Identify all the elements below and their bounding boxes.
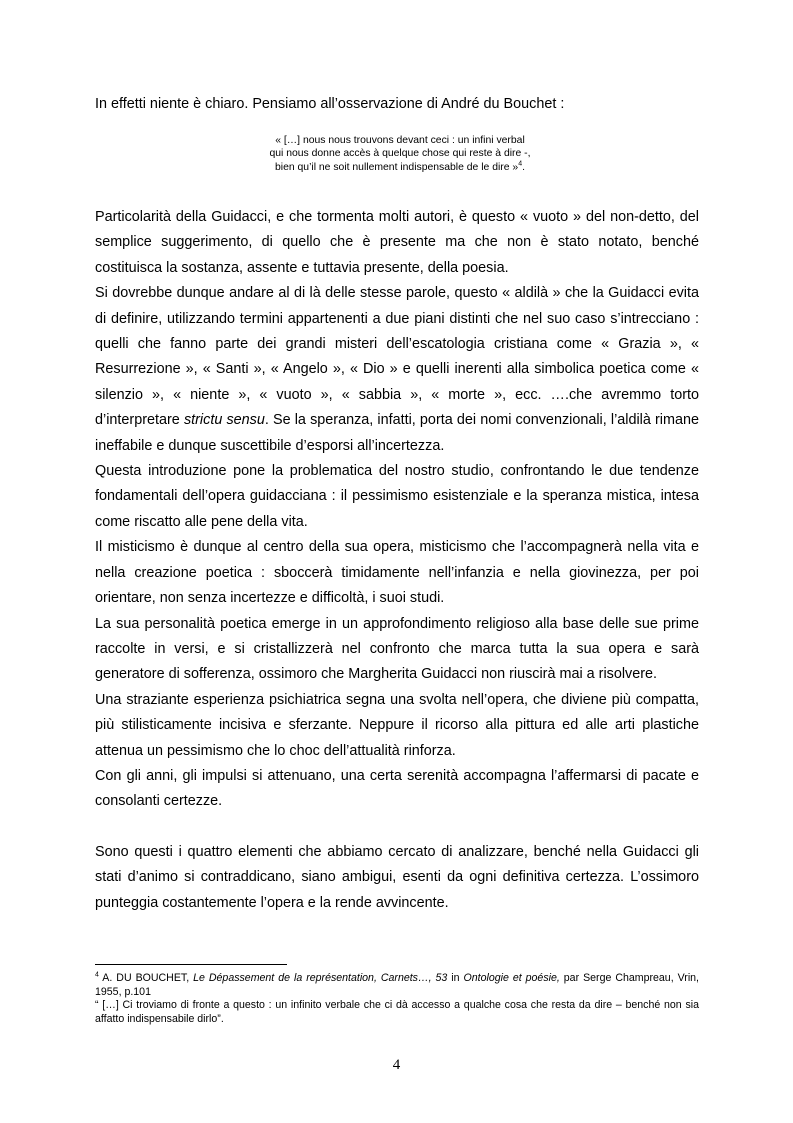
paragraph-5: La sua personalità poetica emerge in un approfondimento religioso alla base delle sue prime raccolte in versi, e si cristallizzerà nel confronto che marca tutta la sua opera e sarà generatore di sofferenza, ossimoro che Margherita Guidacci non riuscirà mai a risolvere. — [95, 615, 699, 683]
paragraph-2-start: Si dovrebbe dunque andare al di là delle stesse parole, questo « aldilà » che la Guidacci evita di definire, utilizzando termini appartenenti a due piani distinti che nel suo caso s’intrecciano : quelli che fanno parte dei grandi misteri dell’escatologia cristiana come « Grazia », « Resurrezione », « Santi », « Angelo », « Dio » e quelli inerenti alla simbolica poetica come « silenzio », « niente », « vuoto », « sabbia », « morte », ecc. ….che avremmo torto d’interpretare — [95, 285, 699, 429]
quote-line-2: qui nous donne accès à quelque chose qui reste à dire -, — [269, 148, 531, 160]
footnote-4 — [95, 972, 699, 999]
footnote-author: A. DU BOUCHET, — [98, 972, 194, 984]
footnote-number: 4 — [95, 971, 99, 979]
paragraph-2-italic: strictu sensu — [183, 412, 265, 429]
quote-line-3 — [200, 161, 600, 174]
footnotes — [95, 972, 699, 1026]
paragraph-8: Sono questi i quattro elementi che abbiamo cercato di analizzare, benché nella Guidacci gli stati d’animo si contraddicano, siano ambigui, esenti da ogni definitiva certezza. L’ossimoro punteggia costantemente l’opera e la rende avvincente. — [95, 843, 699, 911]
footnote-book: Ontologie et poésie, — [463, 972, 560, 984]
quote-line-3-end: . — [522, 161, 525, 173]
footnote-translation: “ […] Ci troviamo di fronte a questo : un infinito verbale che ci dà accesso a qualche cosa che resta da dire – benché non sia affatto indispensabile dirlo”. — [95, 999, 699, 1025]
paragraph-1: Particolarità della Guidacci, e che tormenta molti autori, è questo « vuoto » del non-detto, del semplice suggerimento, di quello che è presente ma che non è stato notato, benché costituisca la sostanza, assente e tuttavia presente, della poesia. — [95, 209, 699, 276]
footnote-reference[interactable]: 4 — [518, 160, 523, 168]
body-text — [95, 205, 699, 916]
paragraph-3: Questa introduzione pone la problematica del nostro studio, confrontando le due tendenze fondamentali dell’opera guidacciana : il pessimismo esistenziale e la speranza mistica, intesa come riscatto alle pene della vita. — [95, 463, 699, 530]
footnote-title: Le Dépassement de la représentation, Carnets…, 53 — [193, 972, 448, 984]
quote-line-1: « […] nous nous trouvons devant ceci : un infini verbal — [275, 135, 525, 146]
footnote-divider — [95, 964, 287, 965]
quote-line-3-text: bien qu’il ne soit nullement indispensable de le dire » — [275, 161, 519, 173]
paragraph-4: Il misticismo è dunque al centro della sua opera, misticismo che l’accompagnerà nella vita e nella creazione poetica : sboccerà timidamente nell’infanzia e nella giovinezza, per poi orientare, non senza incertezze e difficoltà, i suoi studi. — [95, 539, 699, 607]
paragraph-7: Con gli anni, gli impulsi si attenuano, una certa serenità accompagna l’affermarsi di pacate e consolanti certezze. — [95, 767, 699, 810]
paragraph-2 — [95, 281, 699, 459]
intro-sentence: In effetti niente è chiaro. Pensiamo all’osservazione di André du Bouchet : — [95, 96, 565, 112]
paragraph-6: Una straziante esperienza psichiatrica segna una svolta nell’opera, che diviene più compatta, più stilisticamente incisiva e sferzante. Neppure il ricorso alla pittura ed alle arti plastiche attenua un pessimismo che lo choc dell’attualità rinforza. — [95, 691, 699, 759]
page-number: 4 — [392, 1057, 401, 1073]
paragraph-2-end: . Se la speranza, infatti, porta dei nomi convenzionali, l’aldilà rimane ineffabile e dunque suscettibile d’esporsi all’incertezza. — [95, 412, 699, 454]
footnote-in: in — [447, 972, 464, 984]
block-quote — [200, 134, 600, 174]
footnote-publisher: par Serge Champreau, Vrin, 1955, p.101 — [95, 972, 700, 998]
